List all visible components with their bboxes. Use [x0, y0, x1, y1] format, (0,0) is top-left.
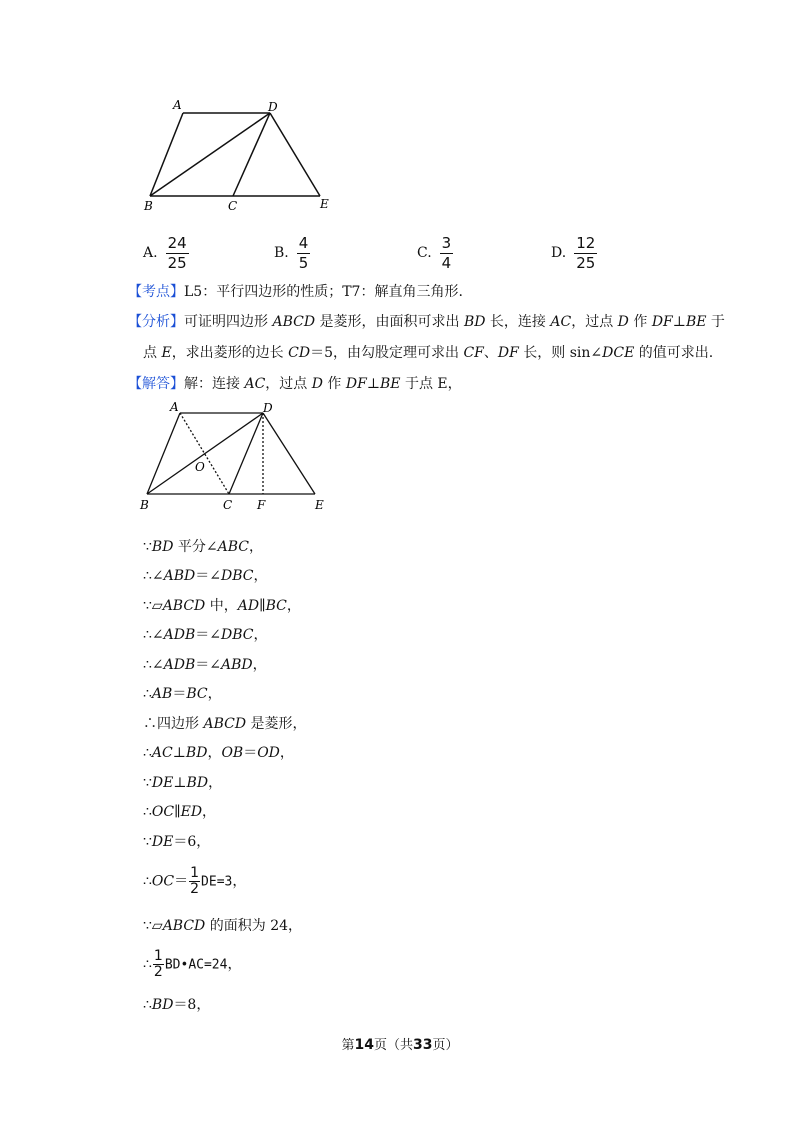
option-fraction: $\frac{12}{25}$ — [576, 233, 596, 272]
text: ＝∠ — [195, 657, 221, 673]
text: ， — [249, 539, 263, 555]
proof-step — [143, 916, 302, 936]
proof-step — [143, 949, 241, 981]
text: ， — [207, 745, 222, 761]
text: 点 — [143, 345, 162, 361]
label-E: E — [315, 498, 324, 512]
text: 页（共 — [373, 1038, 413, 1053]
proof-step — [143, 995, 210, 1015]
text: ∴ — [143, 804, 152, 820]
math-var: BE — [380, 376, 401, 392]
text: 中， — [205, 598, 238, 614]
label-B: B — [144, 199, 153, 213]
text: ∵▱ — [143, 598, 163, 614]
math-var: OC — [151, 873, 175, 890]
text: ∵ — [143, 775, 152, 791]
page-footer — [0, 1034, 800, 1053]
segment-DE — [270, 113, 320, 196]
text: ∴∠ — [143, 568, 164, 584]
label-C: C — [228, 199, 238, 213]
math-var: BD — [186, 775, 209, 791]
math-var: BD — [151, 539, 174, 555]
option-fraction: $\frac{4}{5}$ — [298, 233, 309, 272]
text: ⊥ — [366, 376, 380, 392]
fraction-half: $\frac{1}{2}$ — [190, 865, 200, 897]
option-letter: A. — [143, 245, 158, 261]
text: ∵ — [143, 834, 152, 850]
math-var: DF — [497, 345, 519, 361]
label-E: E — [320, 197, 329, 211]
text: ， — [227, 956, 242, 973]
text: 的面积为 24， — [205, 918, 303, 934]
math-var: AC — [550, 314, 572, 330]
math-var: E — [161, 345, 172, 361]
text: ∴ — [143, 956, 152, 973]
option-letter: C. — [417, 245, 432, 261]
text: 可证明四边形 — [184, 314, 273, 330]
text: 页） — [432, 1038, 459, 1053]
text: ， — [252, 657, 267, 673]
text: ＝5，由勾股定理可求出 — [310, 345, 464, 361]
fraction-half: $\frac{1}{2}$ — [153, 948, 163, 980]
math-var: ABCD — [162, 918, 206, 934]
text: ∴四边形 — [143, 716, 204, 732]
proof-step — [143, 655, 267, 675]
kaodian-line — [128, 282, 463, 302]
proof-step — [143, 625, 267, 645]
label-C: C — [223, 498, 233, 512]
jieda-line — [128, 374, 462, 394]
text: ， — [253, 627, 268, 643]
math-var: AB — [151, 686, 173, 702]
kaodian-tag: 【考点】 — [128, 284, 184, 300]
kaodian-text: L5：平行四边形的性质；T7：解直角三角形. — [184, 284, 463, 300]
text: ， — [207, 686, 222, 702]
text: ∴ — [143, 997, 152, 1013]
text: ，求出菱形的边长 — [171, 345, 289, 361]
text: ∵ — [143, 539, 152, 555]
text: 长，连接 — [485, 314, 551, 330]
text: ， — [253, 568, 268, 584]
label-D: D — [263, 401, 273, 415]
proof-step — [143, 743, 294, 763]
text: ∥ — [259, 598, 266, 614]
text: ， — [202, 804, 217, 820]
math-var: DBC — [221, 627, 254, 643]
text: ∴ — [143, 686, 152, 702]
math-var: DE — [151, 775, 174, 791]
math-var: ABD — [221, 657, 253, 673]
text: 于 — [706, 314, 725, 330]
text: 是菱形，由面积可求出 — [315, 314, 464, 330]
text: 是菱形， — [246, 716, 307, 732]
label-D: D — [268, 100, 278, 114]
math-var: AD — [237, 598, 260, 614]
math-var: BD — [185, 745, 208, 761]
proof-step — [143, 566, 267, 586]
math-var: BD — [151, 997, 174, 1013]
jieda-tag: 【解答】 — [128, 376, 184, 392]
proof-step — [143, 802, 216, 822]
math-var: CD — [288, 345, 311, 361]
label-F: F — [257, 498, 266, 512]
math-var: ABCD — [203, 716, 247, 732]
math-var: D — [617, 314, 629, 330]
option-c — [417, 233, 453, 273]
math-var: CF — [463, 345, 484, 361]
segment-DE — [263, 413, 315, 494]
text: ， — [279, 745, 294, 761]
label-A: A — [170, 400, 179, 414]
text: ＝∠ — [195, 568, 221, 584]
math-var: BC — [265, 598, 287, 614]
math-var: OB — [221, 745, 244, 761]
text: 作 — [628, 314, 652, 330]
math-var: OD — [257, 745, 280, 761]
text: ， — [232, 873, 247, 890]
label-O: O — [195, 460, 205, 474]
text: ∴∠ — [143, 657, 164, 673]
proof-step — [143, 537, 263, 557]
proof-step — [143, 832, 210, 852]
figure-rhombus-construction — [138, 398, 338, 516]
math-var: D — [311, 376, 323, 392]
math-var: DF — [651, 314, 673, 330]
proof-step — [143, 596, 301, 616]
text: ＝6， — [173, 834, 211, 850]
option-letter: B. — [274, 245, 289, 261]
text: ⊥ — [672, 314, 686, 330]
text: ＝8， — [173, 997, 211, 1013]
figure-trapezoid — [140, 95, 340, 215]
proof-step — [143, 773, 222, 793]
math-var: ABCD — [272, 314, 316, 330]
proof-step — [143, 684, 222, 704]
text: ， — [208, 775, 223, 791]
fenxi-line-2 — [143, 343, 713, 363]
text: ＝ — [174, 873, 189, 890]
math-var: DF — [345, 376, 367, 392]
text: ，过点 — [571, 314, 618, 330]
math-var: OC — [151, 804, 175, 820]
math-var: ABC — [217, 539, 249, 555]
text: 于点 E， — [400, 376, 462, 392]
math-var: DCE — [602, 345, 635, 361]
label-A: A — [173, 98, 182, 112]
text: ∴∠ — [143, 627, 164, 643]
math-var: AC — [151, 745, 173, 761]
math-var: BD — [463, 314, 486, 330]
text: ∵▱ — [143, 918, 163, 934]
text: 第 — [341, 1038, 355, 1053]
text: ，过点 — [265, 376, 312, 392]
text: ∥ — [174, 804, 181, 820]
option-a — [143, 233, 189, 273]
fenxi-line-1 — [128, 312, 725, 332]
math-var: ADB — [163, 627, 196, 643]
math-var: ABD — [163, 568, 196, 584]
math-var: AC — [244, 376, 266, 392]
text: ＝ — [243, 745, 258, 761]
option-fraction: $\frac{24}{25}$ — [167, 233, 187, 272]
text: 平分∠ — [173, 539, 218, 555]
option-b — [274, 233, 310, 273]
math-var: DE — [151, 834, 174, 850]
fenxi-tag: 【分析】 — [128, 314, 184, 330]
text: ， — [286, 598, 301, 614]
text: ∴ — [143, 873, 152, 890]
option-fraction: $\frac{3}{4}$ — [441, 233, 452, 272]
option-d — [551, 233, 597, 273]
page-number: 14 — [354, 1037, 374, 1053]
proof-step — [143, 714, 307, 734]
text: ⊥ — [173, 775, 187, 791]
math-var: ADB — [163, 657, 196, 673]
text: ⊥ — [172, 745, 186, 761]
text: 解：连接 — [184, 376, 245, 392]
text: DE=3 — [201, 874, 233, 890]
page-total: 33 — [413, 1037, 433, 1053]
math-var: DBC — [221, 568, 254, 584]
math-var: BE — [685, 314, 707, 330]
text: ∴ — [143, 745, 152, 761]
text: BD•AC=24 — [164, 957, 228, 973]
math-var: ABCD — [162, 598, 206, 614]
text: 、 — [483, 345, 498, 361]
text: 作 — [322, 376, 346, 392]
text: ＝∠ — [195, 627, 221, 643]
segment-AB — [150, 113, 183, 196]
text: 长，则 sin∠ — [518, 345, 603, 361]
proof-step — [143, 866, 246, 898]
math-var: BC — [186, 686, 208, 702]
option-letter: D. — [551, 245, 567, 261]
text: 的值可求出. — [634, 345, 714, 361]
label-B: B — [140, 498, 149, 512]
text: ＝ — [172, 686, 187, 702]
math-var: ED — [180, 804, 203, 820]
